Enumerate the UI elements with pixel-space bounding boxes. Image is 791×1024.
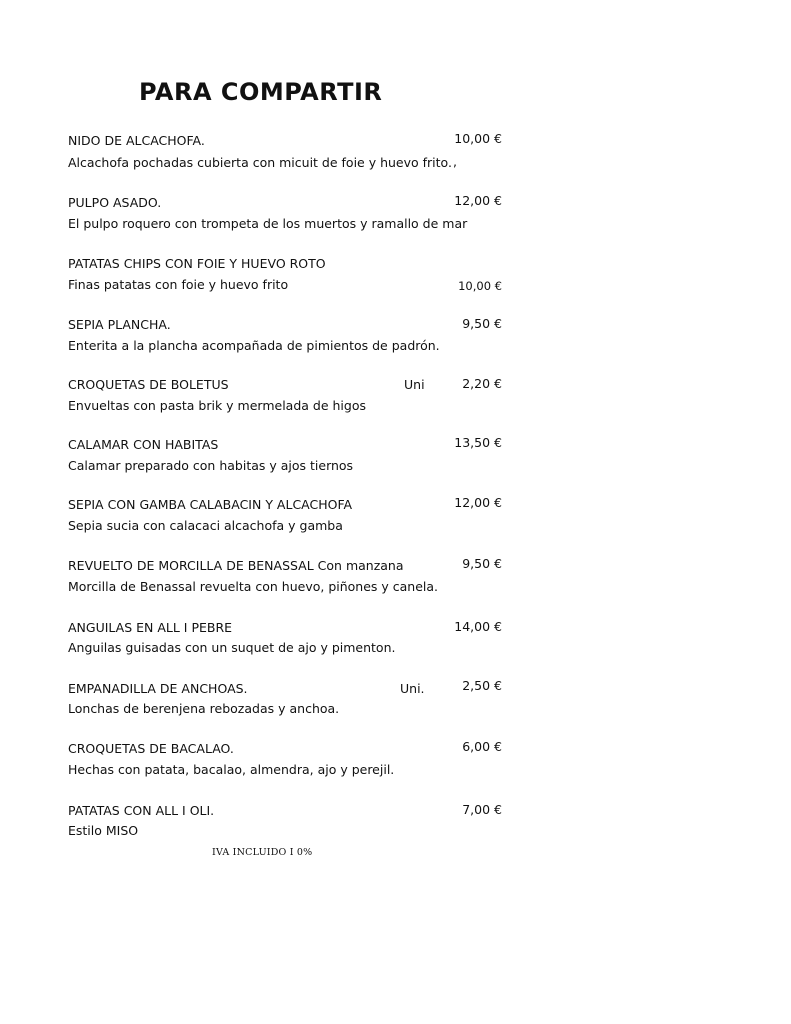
item-price: 2,50 € — [462, 678, 502, 693]
item-name: CROQUETAS DE BACALAO. — [68, 741, 234, 756]
item-price: 9,50 € — [462, 556, 502, 571]
item-description: Anguilas guisadas con un suquet de ajo y pimenton. — [68, 640, 396, 655]
item-description: Morcilla de Benassal revuelta con huevo, piñones y canela. — [68, 579, 439, 594]
item-description: Hechas con patata, bacalao, almendra, ajo y perejil. — [68, 762, 395, 777]
item-description: Envueltas con pasta brik y mermelada de higos — [68, 398, 366, 413]
menu-title: PARA COMPARTIR — [139, 78, 383, 106]
item-name: NIDO DE ALCACHOFA. — [68, 133, 205, 148]
item-price: 6,00 € — [462, 739, 502, 754]
item-name: CROQUETAS DE BOLETUS — [68, 377, 229, 392]
item-unit-label: Uni. — [400, 681, 425, 696]
item-price: 12,00 € — [454, 193, 502, 208]
item-name: ANGUILAS EN ALL I PEBRE — [68, 620, 233, 635]
item-description: Sepia sucia con calacaci alcachofa y gamba — [68, 518, 343, 533]
item-name: SEPIA PLANCHA. — [68, 317, 171, 332]
item-price: 12,00 € — [454, 495, 502, 510]
item-name: EMPANADILLA DE ANCHOAS. — [68, 681, 248, 696]
item-description: Enterita a la plancha acompañada de pimientos de padrón. — [68, 338, 440, 353]
item-description: Calamar preparado con habitas y ajos tiernos — [68, 458, 354, 473]
item-name: PULPO ASADO. — [68, 195, 162, 210]
item-price: 13,50 € — [454, 435, 502, 450]
item-price: 9,50 € — [462, 316, 502, 331]
item-unit-label: Uni — [404, 377, 425, 392]
item-description: Alcachofa pochadas cubierta con micuit de foie y huevo frito. — [68, 155, 452, 170]
tax-note: IVA INCLUIDO I 0% — [212, 847, 313, 858]
stray-mark: , — [453, 154, 457, 169]
item-description: Lonchas de berenjena rebozadas y anchoa. — [68, 701, 340, 716]
item-price: 10,00 € — [454, 131, 502, 146]
item-name: CALAMAR CON HABITAS — [68, 437, 219, 452]
item-price: 2,20 € — [462, 376, 502, 391]
item-price: 14,00 € — [454, 619, 502, 634]
item-price: 7,00 € — [462, 802, 502, 817]
item-name: SEPIA CON GAMBA CALABACIN Y ALCACHOFA — [68, 497, 353, 512]
item-description: Estilo MISO — [68, 823, 139, 838]
item-price: 10,00 € — [458, 279, 502, 293]
item-name: PATATAS CON ALL I OLI. — [68, 803, 215, 818]
item-name: REVUELTO DE MORCILLA DE BENASSAL Con manzana — [68, 558, 404, 573]
item-description: El pulpo roquero con trompeta de los muertos y ramallo de mar — [68, 216, 468, 231]
item-name: PATATAS CHIPS CON FOIE Y HUEVO ROTO — [68, 256, 326, 271]
item-description: Finas patatas con foie y huevo frito — [68, 277, 289, 292]
